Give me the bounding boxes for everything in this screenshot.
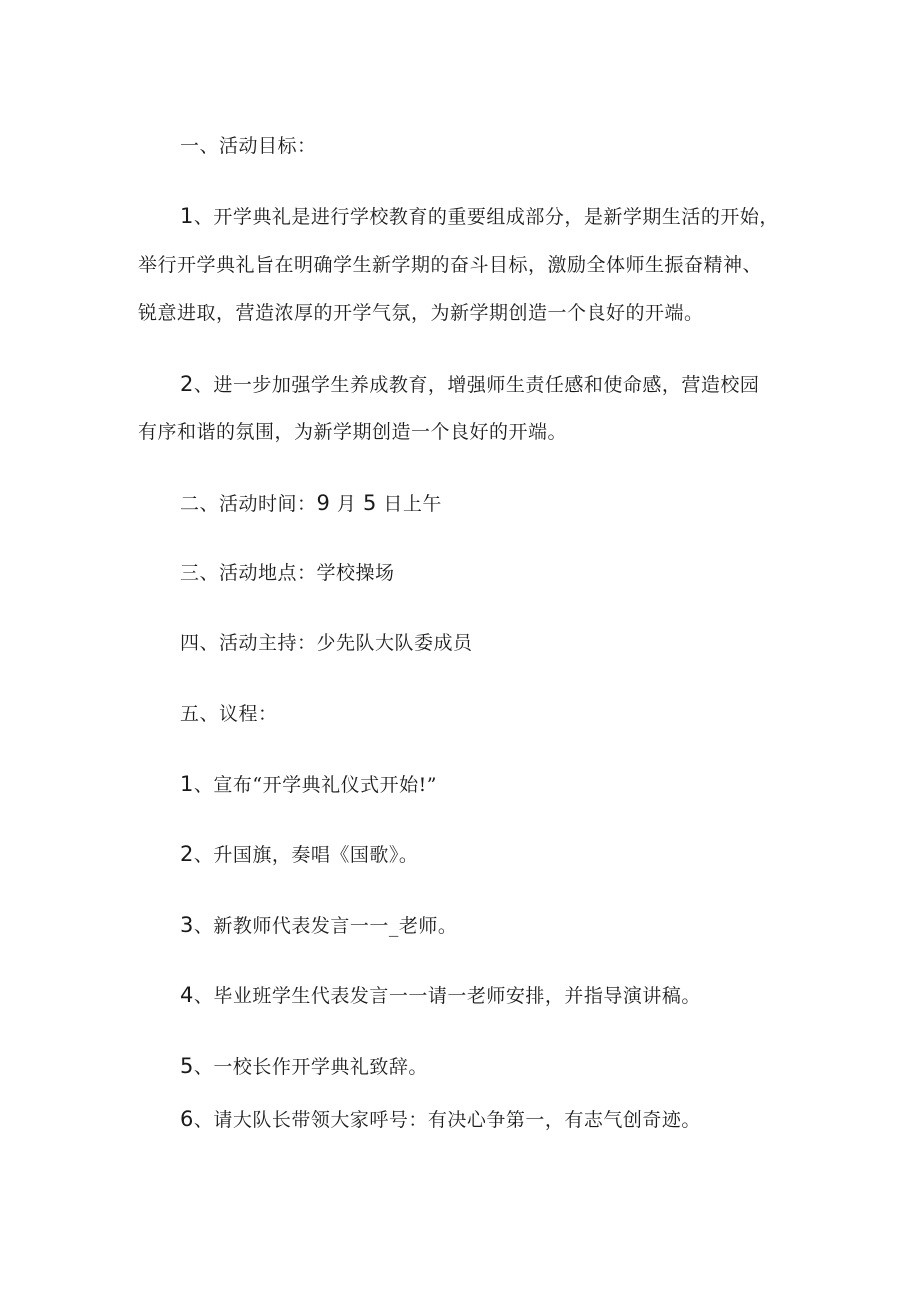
agenda-item-number: 5 <box>180 1054 194 1078</box>
agenda-item-5 <box>180 1052 428 1081</box>
agenda-item-text: 、毕业班学生代表发言一一请一老师安排，并指导演讲稿。 <box>193 985 701 1007</box>
activity-time-label: 二、活动时间： <box>180 493 317 515</box>
agenda-item-text: 、升国旗，奏唱《国歌》。 <box>193 844 419 866</box>
agenda-item-text: 、新教师代表发言一一_老师。 <box>193 915 458 937</box>
agenda-item-number: 2 <box>180 842 194 866</box>
goal-item-2-number: 2 <box>180 372 194 396</box>
agenda-item-4 <box>180 981 701 1010</box>
goal-item-2-text: 、进一步加强学生养成教育，增强师生责任感和使命感，营造校园 <box>193 374 760 396</box>
goal-item-1-line-1 <box>180 202 779 231</box>
goal-item-2-line-1 <box>180 370 759 399</box>
goal-item-1-line-3: 锐意进取，营造浓厚的开学气氛，为新学期创造一个良好的开端。 <box>138 302 704 324</box>
agenda-item-text: 、宣布“开学典礼仪式开始!” <box>193 774 437 796</box>
agenda-item-number: 1 <box>180 772 194 796</box>
goal-item-1-line-2: 举行开学典礼旨在明确学生新学期的奋斗目标，激励全体师生振奋精神、 <box>138 254 763 276</box>
agenda-item-text: 、一校长作开学典礼致辞。 <box>193 1056 428 1078</box>
agenda-item-text: 、请大队长带领大家呼号：有决心争第一，有志气创奇迹。 <box>193 1109 701 1131</box>
activity-time <box>180 489 442 518</box>
activity-time-month-unit: 月 <box>330 493 363 515</box>
goal-item-2-line-2: 有序和谐的氛围，为新学期创造一个良好的开端。 <box>138 421 568 443</box>
goal-item-1-number: 1 <box>180 204 194 228</box>
activity-time-day: 5 <box>362 491 377 515</box>
agenda-item-number: 6 <box>180 1107 194 1131</box>
agenda-item-number: 3 <box>180 913 194 937</box>
agenda-item-1 <box>180 770 437 799</box>
agenda-item-3 <box>180 911 457 940</box>
activity-time-day-unit: 日上午 <box>376 493 442 515</box>
agenda-item-6 <box>180 1105 701 1134</box>
agenda-item-number: 4 <box>180 983 194 1007</box>
goal-heading: 一、活动目标： <box>180 135 317 157</box>
agenda-item-2 <box>180 840 418 869</box>
agenda-heading: 五、议程： <box>180 703 278 725</box>
activity-host: 四、活动主持：少先队大队委成员 <box>180 632 473 654</box>
activity-place: 三、活动地点：学校操场 <box>180 562 395 584</box>
activity-time-month: 9 <box>316 491 331 515</box>
goal-item-1-text: 、开学典礼是进行学校教育的重要组成部分，是新学期生活的开始， <box>193 206 779 228</box>
